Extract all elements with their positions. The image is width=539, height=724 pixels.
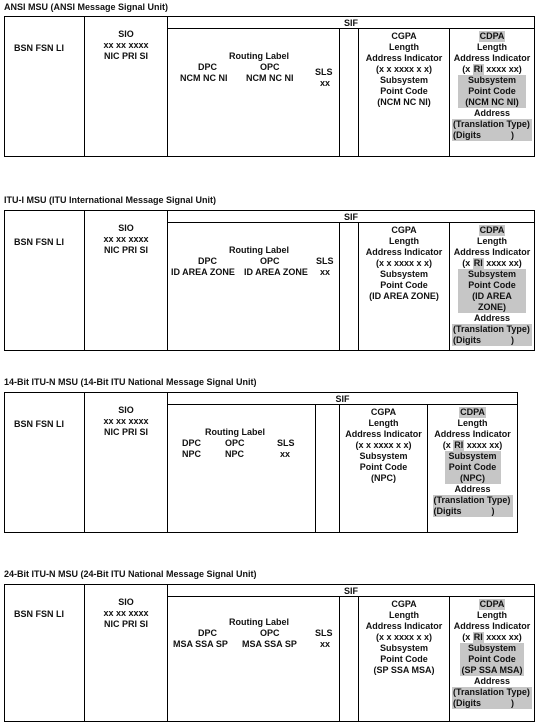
- cgpa-ai-bits: (x x xxxx x x): [375, 64, 433, 74]
- dpc-label: DPC: [198, 62, 218, 72]
- routing-label-block: [168, 223, 339, 350]
- cdpa-ai-bits: (x RI xxxx xx): [462, 64, 522, 74]
- cdpa-title: CDPA: [479, 225, 505, 235]
- msu-frame: [4, 210, 535, 351]
- cdpa-address: Address: [454, 484, 491, 494]
- section-title: ITU-I MSU (ITU International Message Signal Unit): [4, 195, 217, 205]
- cgpa-pc-fields: (SP SSA MSA): [373, 665, 435, 675]
- cdpa-address: Address: [473, 676, 510, 686]
- cdpa-digits: (Digits ): [453, 335, 515, 345]
- spacer-column: [339, 223, 358, 350]
- routing-label-title: Routing Label: [229, 245, 289, 255]
- opc-fields: ID AREA ZONE: [244, 267, 308, 277]
- cdpa-length: Length: [477, 610, 507, 620]
- cdpa-subsystem: Subsystem: [467, 269, 517, 279]
- msu-frame: [4, 584, 535, 722]
- cdpa-translation-block: [433, 495, 513, 517]
- cdpa-title: CDPA: [479, 31, 505, 41]
- sio-column: [84, 17, 167, 156]
- sif-column: [167, 585, 534, 721]
- cdpa-ai-bits: (x RI xxxx xx): [462, 632, 522, 642]
- cdpa-digits: (Digits ): [453, 698, 515, 708]
- sio-column: [84, 585, 167, 721]
- cgpa-address-indicator: Address Indicator: [365, 247, 443, 257]
- cgpa-point-code: Point Code: [359, 462, 408, 472]
- cgpa-address-indicator: Address Indicator: [345, 429, 422, 439]
- cdpa-pc-fields: (ID AREA ZONE): [472, 291, 512, 312]
- routing-label-title: Routing Label: [229, 617, 289, 627]
- sls-fields: xx: [320, 267, 331, 277]
- cdpa-length: Length: [477, 236, 507, 246]
- cdpa-point-code: Point Code: [468, 86, 516, 96]
- cdpa-translation-block: [452, 324, 532, 346]
- cdpa-subsystem-block: [460, 643, 524, 676]
- cdpa-translation-type: (Translation Type): [453, 119, 530, 129]
- dpc-label: DPC: [198, 256, 218, 266]
- cgpa-title: CGPA: [370, 407, 397, 417]
- sio-line2: NIC PRI SI: [103, 619, 148, 629]
- cgpa-point-code: Point Code: [380, 86, 428, 96]
- spacer-column: [339, 29, 358, 156]
- bsn-fsn-li-column: [5, 211, 84, 350]
- cgpa-title: CGPA: [391, 31, 417, 41]
- routing-indicator-bit: RI: [454, 440, 464, 450]
- cdpa-subsystem: Subsystem: [467, 643, 517, 653]
- dpc-label: DPC: [198, 628, 218, 638]
- cdpa-subsystem: Subsystem: [448, 451, 497, 461]
- sio-title: SIO: [118, 597, 134, 607]
- routing-label-title: Routing Label: [205, 427, 265, 437]
- dpc-fields: NCM NC NI: [180, 73, 228, 83]
- cdpa-length: Length: [477, 42, 507, 52]
- cdpa-column: [427, 405, 517, 532]
- opc-fields: NPC: [225, 449, 245, 459]
- sif-label: SIF: [168, 17, 534, 29]
- cdpa-column: [449, 597, 534, 721]
- cdpa-translation-type: (Translation Type): [453, 324, 530, 334]
- cdpa-subsystem-block: [458, 75, 526, 108]
- cgpa-column: [358, 223, 449, 350]
- sls-fields: xx: [280, 449, 291, 459]
- spacer-column: [315, 405, 339, 532]
- section-title: ANSI MSU (ANSI Message Signal Unit): [4, 2, 169, 12]
- cgpa-title: CGPA: [391, 225, 417, 235]
- cdpa-point-code: Point Code: [448, 462, 497, 472]
- cdpa-translation-type: (Translation Type): [433, 495, 511, 505]
- dpc-fields: MSA SSA SP: [173, 639, 228, 649]
- dpc-label: DPC: [182, 438, 202, 448]
- cdpa-address-indicator: Address Indicator: [453, 621, 531, 631]
- opc-fields: MSA SSA SP: [242, 639, 297, 649]
- routing-label-block: [168, 29, 339, 156]
- cgpa-ai-bits: (x x xxxx x x): [375, 632, 433, 642]
- sio-line2: NIC PRI SI: [103, 245, 148, 255]
- cdpa-pc-fields: (NCM NC NI): [465, 97, 519, 107]
- bsn-fsn-li-column: [5, 393, 84, 532]
- cgpa-ai-bits: (x x xxxx x x): [355, 440, 412, 450]
- cdpa-translation-block: [452, 687, 532, 709]
- sio-line1: xx xx xxxx: [103, 608, 149, 618]
- bsn-fsn-li-label: BSN FSN LI: [14, 419, 65, 429]
- sif-label: SIF: [168, 585, 534, 597]
- cgpa-address-indicator: Address Indicator: [365, 621, 443, 631]
- section-title: 14-Bit ITU-N MSU (14-Bit ITU National Message Signal Unit): [4, 377, 257, 387]
- cgpa-point-code: Point Code: [380, 280, 428, 290]
- sio-column: [84, 393, 167, 532]
- cdpa-digits: (Digits ): [453, 130, 515, 140]
- cgpa-address-indicator: Address Indicator: [365, 53, 443, 63]
- cdpa-address-indicator: Address Indicator: [453, 247, 531, 257]
- cdpa-subsystem-block: [445, 451, 501, 484]
- section-title: 24-Bit ITU-N MSU (24-Bit ITU National Message Signal Unit): [4, 569, 257, 579]
- dpc-fields: NPC: [182, 449, 202, 459]
- sls-fields: xx: [320, 78, 331, 88]
- sif-label: SIF: [168, 211, 534, 223]
- cdpa-subsystem-block: [458, 269, 526, 313]
- sls-label: SLS: [315, 67, 333, 77]
- cgpa-ai-bits: (x x xxxx x x): [375, 258, 433, 268]
- cgpa-length: Length: [368, 418, 399, 428]
- opc-fields: NCM NC NI: [246, 73, 294, 83]
- cgpa-subsystem: Subsystem: [379, 643, 429, 653]
- cdpa-pc-fields: (NPC): [460, 473, 485, 483]
- cgpa-column: [339, 405, 427, 532]
- sif-column: [167, 17, 534, 156]
- sio-column: [84, 211, 167, 350]
- cdpa-point-code: Point Code: [468, 654, 516, 664]
- opc-label: OPC: [260, 628, 280, 638]
- cdpa-column: [449, 223, 534, 350]
- cdpa-address-indicator: Address Indicator: [453, 53, 531, 63]
- cgpa-pc-fields: (NCM NC NI): [377, 97, 431, 107]
- sif-column: [167, 393, 517, 532]
- cgpa-column: [358, 597, 449, 721]
- cdpa-subsystem: Subsystem: [467, 75, 517, 85]
- cgpa-length: Length: [389, 610, 419, 620]
- cdpa-address: Address: [473, 108, 510, 118]
- sls-label: SLS: [315, 628, 333, 638]
- cgpa-subsystem: Subsystem: [359, 451, 408, 461]
- cgpa-title: CGPA: [391, 599, 417, 609]
- opc-label: OPC: [225, 438, 245, 448]
- cdpa-column: [449, 29, 534, 156]
- sif-column: [167, 211, 534, 350]
- msu-frame: [4, 16, 535, 157]
- sls-fields: xx: [320, 639, 331, 649]
- cdpa-ai-bits: (x RI xxxx xx): [442, 440, 503, 450]
- cgpa-column: [358, 29, 449, 156]
- bsn-fsn-li-column: [5, 17, 84, 156]
- bsn-fsn-li-label: BSN FSN LI: [14, 43, 65, 53]
- msu-frame: [4, 392, 518, 533]
- sio-line2: NIC PRI SI: [103, 51, 148, 61]
- cdpa-translation-type: (Translation Type): [453, 687, 530, 697]
- bsn-fsn-li-label: BSN FSN LI: [14, 609, 65, 619]
- cgpa-length: Length: [389, 236, 419, 246]
- dpc-fields: ID AREA ZONE: [171, 267, 235, 277]
- spacer-column: [339, 597, 358, 721]
- cdpa-digits: (Digits ): [433, 506, 495, 516]
- sio-line1: xx xx xxxx: [103, 40, 149, 50]
- cgpa-pc-fields: (NPC): [371, 473, 396, 483]
- cgpa-length: Length: [389, 42, 419, 52]
- sls-label: SLS: [277, 438, 295, 448]
- cdpa-point-code: Point Code: [468, 280, 516, 290]
- cgpa-subsystem: Subsystem: [379, 269, 429, 279]
- routing-label-block: [168, 405, 315, 532]
- bsn-fsn-li-label: BSN FSN LI: [14, 237, 65, 247]
- cgpa-pc-fields: (ID AREA ZONE): [369, 291, 439, 301]
- sls-label: SLS: [316, 256, 334, 266]
- cdpa-length: Length: [457, 418, 488, 428]
- opc-label: OPC: [260, 62, 280, 72]
- sif-label: SIF: [168, 393, 517, 405]
- sio-line1: xx xx xxxx: [103, 416, 149, 426]
- routing-indicator-bit: RI: [473, 258, 483, 268]
- cdpa-title: CDPA: [479, 599, 505, 609]
- bsn-fsn-li-column: [5, 585, 84, 721]
- routing-label-title: Routing Label: [229, 51, 289, 61]
- cgpa-subsystem: Subsystem: [379, 75, 429, 85]
- cdpa-pc-fields: (SP SSA MSA): [461, 665, 523, 675]
- sio-line1: xx xx xxxx: [103, 234, 149, 244]
- cdpa-title: CDPA: [460, 407, 485, 417]
- cdpa-address-indicator: Address Indicator: [434, 429, 511, 439]
- cdpa-ai-bits: (x RI xxxx xx): [462, 258, 522, 268]
- cdpa-address: Address: [473, 313, 510, 323]
- sio-title: SIO: [118, 405, 134, 415]
- cgpa-point-code: Point Code: [380, 654, 428, 664]
- routing-indicator-bit: RI: [473, 632, 483, 642]
- routing-indicator-bit: RI: [473, 64, 483, 74]
- sio-line2: NIC PRI SI: [103, 427, 148, 437]
- sio-title: SIO: [118, 29, 134, 39]
- opc-label: OPC: [260, 256, 280, 266]
- routing-label-block: [168, 597, 339, 721]
- sio-title: SIO: [118, 223, 134, 233]
- cdpa-translation-block: [452, 119, 532, 141]
